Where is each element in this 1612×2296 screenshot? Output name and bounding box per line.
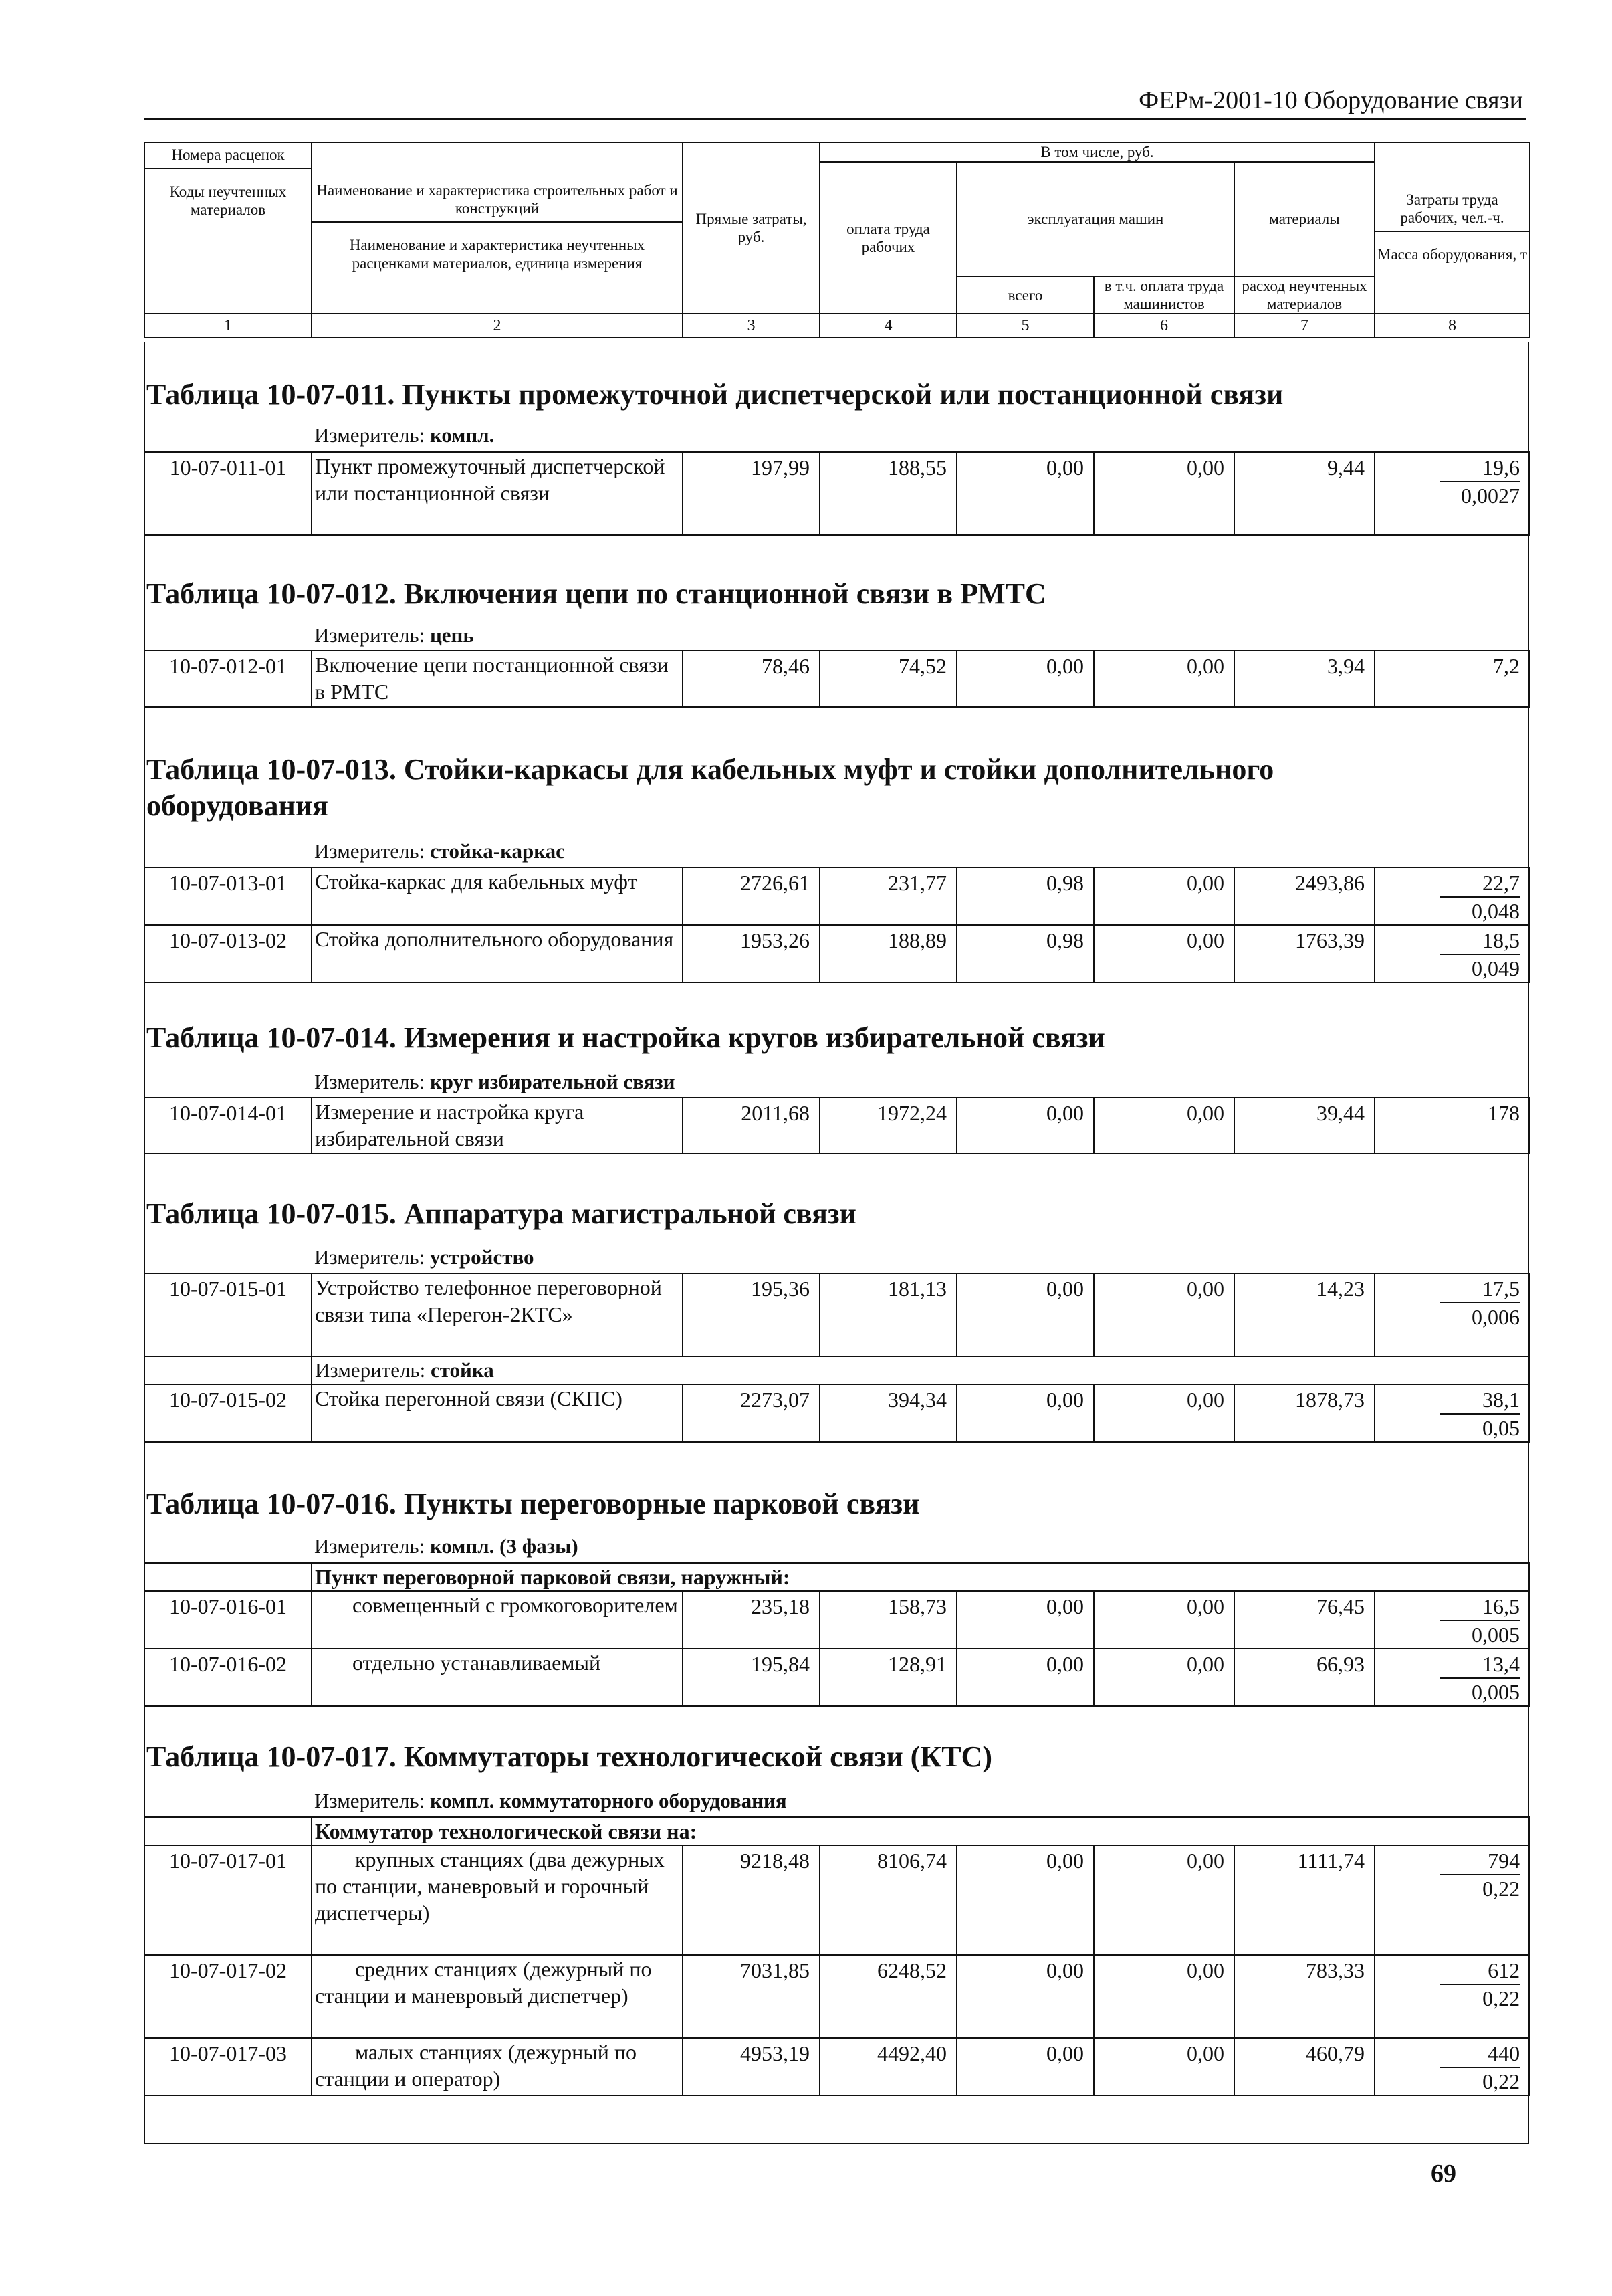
col7-header: расход неучтенных материалов	[1234, 276, 1375, 314]
row-materials: 76,45	[1234, 1591, 1375, 1649]
row-labor-mass: 13,4 0,005	[1375, 1649, 1530, 1706]
table-row	[144, 1845, 1530, 1955]
row-name: Устройство телефонное переговорной связи типа «Перегон-2КТС»	[312, 1273, 683, 1356]
col-number: 6	[1094, 314, 1234, 338]
row-labor-pay: 74,52	[820, 651, 957, 707]
row-materials: 1111,74	[1234, 1845, 1375, 1955]
row-machines: 0,00	[957, 1098, 1094, 1154]
row-code: 10-07-013-01	[144, 867, 312, 925]
row-direct: 2726,61	[683, 867, 820, 925]
col-number: 5	[957, 314, 1094, 338]
section-rows	[144, 451, 1530, 536]
row-code: 10-07-015-01	[144, 1273, 312, 1356]
col1-bottom: Коды неучтенных материалов	[169, 183, 287, 218]
table-row	[144, 1098, 1530, 1154]
row-code: 10-07-012-01	[144, 651, 312, 707]
row-machines: 0,00	[957, 651, 1094, 707]
col3-header: Прямые затраты, руб.	[683, 142, 820, 314]
row-name: крупных станциях (два дежурных по станции, маневровый и горочный диспетчеры)	[312, 1845, 683, 1955]
table-row	[144, 2038, 1530, 2095]
row-materials: 2493,86	[1234, 867, 1375, 925]
group-label: Коммутатор технологической связи на:	[312, 1817, 1530, 1845]
col8-header	[1375, 142, 1530, 314]
section-title: Таблица 10-07-017. Коммутаторы технологической связи (КТС)	[146, 1740, 992, 1773]
measure-line: Измеритель: компл. (3 фазы)	[314, 1534, 578, 1558]
col8-bottom: Масса оборудования, т	[1377, 245, 1527, 263]
row-name: Стойка-каркас для кабельных муфт	[312, 867, 683, 925]
section-title: Таблица 10-07-015. Аппаратура магистральной связи	[146, 1197, 856, 1230]
table-row	[144, 1273, 1530, 1356]
running-header	[144, 88, 1526, 120]
row-direct: 7031,85	[683, 1955, 820, 2038]
row-code: 10-07-014-01	[144, 1098, 312, 1154]
section-rows	[144, 1097, 1530, 1154]
row-labor-pay: 4492,40	[820, 2038, 957, 2095]
row-labor-pay: 6248,52	[820, 1955, 957, 2038]
row-labor-mass: 17,5 0,006	[1375, 1273, 1530, 1356]
col6-header: в т.ч. оплата труда машинистов	[1094, 276, 1234, 314]
running-header-title: ФЕРм-2001-10 Оборудование связи	[1139, 86, 1523, 114]
row-direct: 4953,19	[683, 2038, 820, 2095]
row-materials: 39,44	[1234, 1098, 1375, 1154]
row-labor-pay: 158,73	[820, 1591, 957, 1649]
row-machinists: 0,00	[1094, 452, 1234, 535]
row-direct: 2273,07	[683, 1384, 820, 1442]
col-number: 8	[1375, 314, 1530, 338]
row-code: 10-07-013-02	[144, 925, 312, 982]
row-materials: 9,44	[1234, 452, 1375, 535]
row-machinists: 0,00	[1094, 1273, 1234, 1356]
row-machinists: 0,00	[1094, 2038, 1234, 2095]
row-machinists: 0,00	[1094, 925, 1234, 982]
measure-line: Измеритель: компл.	[314, 423, 495, 447]
col2-top: Наименование и характеристика строительных работ и конструкций	[312, 179, 682, 223]
section-rows	[144, 650, 1530, 708]
machines-header: эксплуатация машин	[957, 162, 1234, 276]
col1-header	[144, 142, 312, 314]
row-labor-mass: 440 0,22	[1375, 2038, 1530, 2095]
col5-header: всего	[957, 276, 1094, 314]
row-name: совмещенный с громкоговорителем	[312, 1591, 683, 1649]
section-title: Таблица 10-07-016. Пункты переговорные парковой связи	[146, 1487, 920, 1520]
col-number: 1	[144, 314, 312, 338]
page-number: 69	[1431, 2160, 1456, 2188]
row-direct: 78,46	[683, 651, 820, 707]
table-row	[144, 1955, 1530, 2038]
row-machinists: 0,00	[1094, 651, 1234, 707]
row-materials: 1763,39	[1234, 925, 1375, 982]
group-label: Пункт переговорной парковой связи, наружный:	[312, 1563, 1530, 1591]
col-number: 3	[683, 314, 820, 338]
row-machinists: 0,00	[1094, 1955, 1234, 2038]
row-materials: 3,94	[1234, 651, 1375, 707]
row-machinists: 0,00	[1094, 1649, 1234, 1706]
row-code: 10-07-015-02	[144, 1384, 312, 1442]
row-name: Стойка перегонной связи (СКПС)	[312, 1384, 683, 1442]
row-machines: 0,00	[957, 1955, 1094, 2038]
row-machines: 0,98	[957, 925, 1094, 982]
row-labor-pay: 1972,24	[820, 1098, 957, 1154]
row-labor-pay: 231,77	[820, 867, 957, 925]
table-row	[144, 452, 1530, 535]
row-machinists: 0,00	[1094, 1384, 1234, 1442]
row-code: 10-07-016-01	[144, 1591, 312, 1649]
row-labor-mass: 22,7 0,048	[1375, 867, 1530, 925]
row-name: Пункт промежуточный диспетчерской или постанционной связи	[312, 452, 683, 535]
row-code: 10-07-016-02	[144, 1649, 312, 1706]
row-machines: 0,98	[957, 867, 1094, 925]
row-labor-pay: 128,91	[820, 1649, 957, 1706]
col8-top: Затраты труда рабочих, чел.-ч.	[1375, 188, 1529, 232]
row-machinists: 0,00	[1094, 1098, 1234, 1154]
row-machinists: 0,00	[1094, 867, 1234, 925]
section-rows	[144, 1562, 1530, 1707]
row-name: малых станциях (дежурный по станции и оператор)	[312, 2038, 683, 2095]
table-row	[144, 651, 1530, 707]
measure-row	[144, 1356, 1530, 1384]
row-labor: 7,2	[1375, 651, 1530, 707]
section-rows	[144, 1273, 1530, 1443]
group-row	[144, 1563, 1530, 1591]
row-code: 10-07-017-03	[144, 2038, 312, 2095]
row-direct: 9218,48	[683, 1845, 820, 1955]
materials-header: материалы	[1234, 162, 1375, 276]
measure-line: Измеритель: стойка-каркас	[314, 839, 565, 863]
row-labor: 178	[1375, 1098, 1530, 1154]
measure-line: Измеритель: устройство	[314, 1245, 534, 1269]
section-rows	[144, 1816, 1530, 2096]
col2-bottom: Наименование и характеристика неучтенных расценками материалов, единица измерения	[349, 237, 645, 272]
row-labor-mass: 38,1 0,05	[1375, 1384, 1530, 1442]
group-row	[144, 1817, 1530, 1845]
row-machinists: 0,00	[1094, 1591, 1234, 1649]
row-direct: 235,18	[683, 1591, 820, 1649]
row-labor-pay: 8106,74	[820, 1845, 957, 1955]
row-machines: 0,00	[957, 1591, 1094, 1649]
section-title: Таблица 10-07-011. Пункты промежуточной диспетчерской или постанционной связи	[146, 378, 1284, 411]
row-machines: 0,00	[957, 452, 1094, 535]
row-materials: 460,79	[1234, 2038, 1375, 2095]
row-labor-mass: 19,6 0,0027	[1375, 452, 1530, 535]
col4-header: оплата труда рабочих	[820, 162, 957, 314]
table-row	[144, 1384, 1530, 1442]
row-materials: 783,33	[1234, 1955, 1375, 2038]
table-row	[144, 925, 1530, 982]
row-labor-pay: 188,89	[820, 925, 957, 982]
row-name: Измерение и настройка круга избирательной связи	[312, 1098, 683, 1154]
row-code: 10-07-017-01	[144, 1845, 312, 1955]
row-labor-pay: 188,55	[820, 452, 957, 535]
row-code: 10-07-017-02	[144, 1955, 312, 2038]
table-row	[144, 867, 1530, 925]
section-title: Таблица 10-07-013. Стойки-каркасы для кабельных муфт и стойки дополнительного оборудования	[146, 753, 1274, 822]
section-title: Таблица 10-07-012. Включения цепи по станционной связи в РМТС	[146, 577, 1046, 610]
row-labor-mass: 18,5 0,049	[1375, 925, 1530, 982]
measure-line: Измеритель: стойка	[312, 1356, 1530, 1384]
section-title: Таблица 10-07-014. Измерения и настройка кругов избирательной связи	[146, 1021, 1105, 1054]
row-name: Включение цепи постанционной связи в РМТС	[312, 651, 683, 707]
row-direct: 2011,68	[683, 1098, 820, 1154]
col-number: 7	[1234, 314, 1375, 338]
group-header: В том числе, руб.	[820, 142, 1375, 162]
section-rows	[144, 867, 1530, 983]
col2-header	[312, 142, 683, 314]
col1-top: Номера расценок	[145, 143, 311, 169]
row-labor-pay: 181,13	[820, 1273, 957, 1356]
col-number: 2	[312, 314, 683, 338]
measure-line: Измеритель: компл. коммутаторного оборудования	[314, 1789, 787, 1812]
column-header-table	[144, 142, 1530, 338]
row-machines: 0,00	[957, 2038, 1094, 2095]
row-machines: 0,00	[957, 1384, 1094, 1442]
row-labor-mass: 794 0,22	[1375, 1845, 1530, 1955]
row-materials: 14,23	[1234, 1273, 1375, 1356]
row-direct: 195,36	[683, 1273, 820, 1356]
row-machinists: 0,00	[1094, 1845, 1234, 1955]
row-materials: 66,93	[1234, 1649, 1375, 1706]
row-name: средних станциях (дежурный по станции и маневровый диспетчер)	[312, 1955, 683, 2038]
table-row	[144, 1591, 1530, 1649]
row-machines: 0,00	[957, 1649, 1094, 1706]
row-code: 10-07-011-01	[144, 452, 312, 535]
row-name: Стойка дополнительного оборудования	[312, 925, 683, 982]
table-row	[144, 1649, 1530, 1706]
col-number: 4	[820, 314, 957, 338]
measure-line: Измеритель: круг избирательной связи	[314, 1070, 675, 1093]
row-labor-mass: 16,5 0,005	[1375, 1591, 1530, 1649]
measure-line: Измеритель: цепь	[314, 623, 474, 647]
row-direct: 197,99	[683, 452, 820, 535]
row-machines: 0,00	[957, 1845, 1094, 1955]
row-name: отдельно устанавливаемый	[312, 1649, 683, 1706]
row-labor-pay: 394,34	[820, 1384, 957, 1442]
row-machines: 0,00	[957, 1273, 1094, 1356]
row-direct: 195,84	[683, 1649, 820, 1706]
row-direct: 1953,26	[683, 925, 820, 982]
row-labor-mass: 612 0,22	[1375, 1955, 1530, 2038]
row-materials: 1878,73	[1234, 1384, 1375, 1442]
